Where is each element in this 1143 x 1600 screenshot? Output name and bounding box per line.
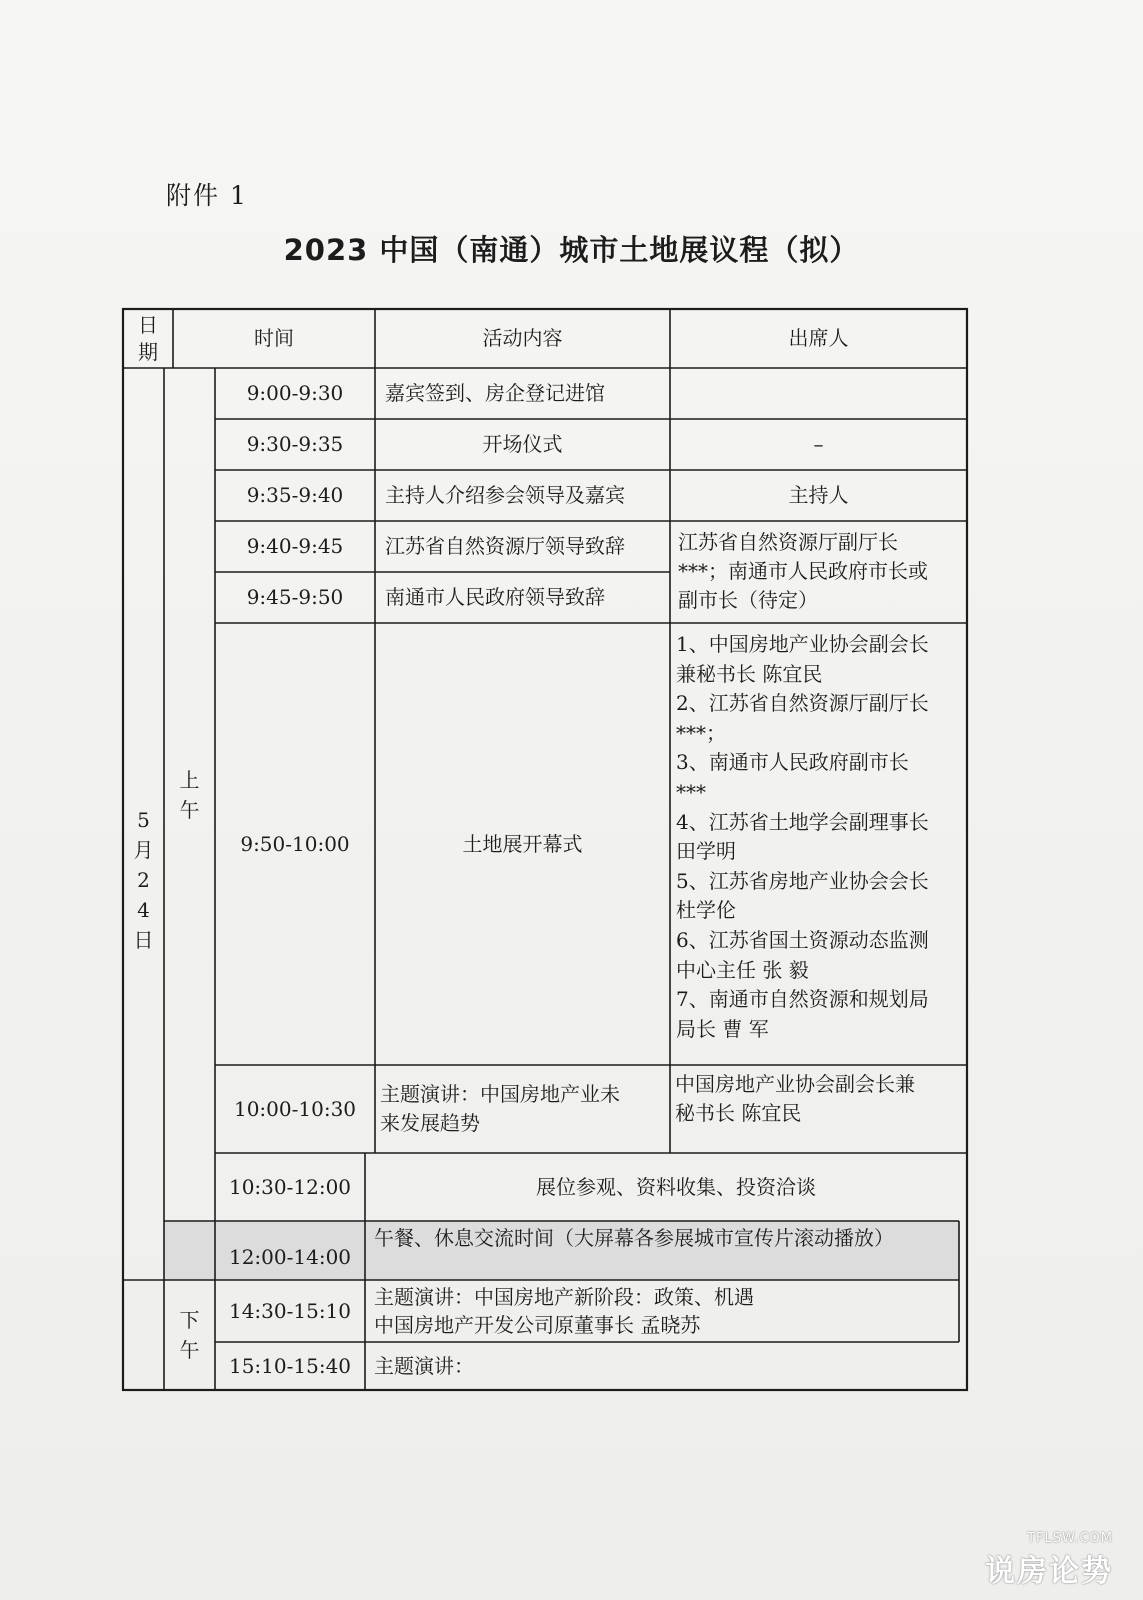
content-line: 主题演讲：中国房地产业未 xyxy=(380,1082,620,1106)
attendee-line: 7、南通市自然资源和规划局 xyxy=(676,987,929,1012)
table-row-content: 午餐、休息交流时间（大屏幕各参展城市宣传片滚动播放） xyxy=(374,1225,894,1250)
table-row-content: 主持人介绍参会领导及嘉宾 xyxy=(385,483,625,507)
pm-char: 午 xyxy=(179,1338,200,1362)
date-char: 2 xyxy=(137,868,150,892)
attendee-line: 2、江苏省自然资源厅副厅长 xyxy=(676,691,929,716)
table-row-time: 9:45-9:50 xyxy=(246,585,344,609)
date-char: 日 xyxy=(133,928,154,952)
table-row-time: 9:35-9:40 xyxy=(246,483,344,507)
date-cell xyxy=(123,800,164,960)
table-row-time: 9:40-9:45 xyxy=(246,534,344,558)
table-row-time: 10:00-10:30 xyxy=(233,1096,357,1121)
table-row-content: 土地展开幕式 xyxy=(462,831,583,856)
table-row-time: 14:30-15:10 xyxy=(228,1298,352,1323)
attendee-line: 5、江苏省房地产业协会会长 xyxy=(676,868,929,893)
table-row-attendee: 主持人 xyxy=(788,483,849,507)
am-label xyxy=(164,760,215,830)
table-row-content: 主题演讲： xyxy=(374,1353,474,1378)
table-row-content: 江苏省自然资源厅领导致辞 xyxy=(385,534,625,558)
date-char: 5 xyxy=(137,808,150,832)
attendee-line: ***；南通市人民政府市长或 xyxy=(678,559,928,583)
attendee-line: 4、江苏省土地学会副理事长 xyxy=(676,809,929,834)
opening-attendees xyxy=(676,630,966,1060)
attendee-line: ***； xyxy=(676,720,726,745)
watermark xyxy=(985,1531,1113,1590)
attendee-line: 局长 曹 军 xyxy=(676,1016,769,1041)
table-row-time: 9:30-9:35 xyxy=(246,432,344,456)
table-row-content xyxy=(374,1280,959,1342)
table-row-content: 开场仪式 xyxy=(482,432,563,456)
am-char: 上 xyxy=(179,768,200,792)
attendee-line: *** xyxy=(676,779,706,804)
content-line: 中国房地产开发公司原董事长 孟晓苏 xyxy=(374,1313,701,1337)
watermark-name: 说房论势 xyxy=(985,1554,1113,1589)
attachment-label: 附件 1 xyxy=(166,181,248,210)
attendee-line: 江苏省自然资源厅副厅长 xyxy=(678,530,898,554)
header-content: 活动内容 xyxy=(482,326,563,350)
content-line: 来发展趋势 xyxy=(380,1111,480,1135)
attendee-line: 6、江苏省国土资源动态监测 xyxy=(676,927,929,952)
attendee-line: 中国房地产业协会副会长兼 xyxy=(675,1072,915,1096)
page-title: 2023 中国（南通）城市土地展议程（拟） xyxy=(283,233,860,267)
attendee-line: 兼秘书长 陈宜民 xyxy=(676,661,823,686)
header-date-char: 期 xyxy=(138,339,158,364)
table-row-content xyxy=(380,1065,670,1153)
attendee-line: 田学明 xyxy=(676,839,736,864)
am-char: 午 xyxy=(179,798,200,822)
table-row-attendee: – xyxy=(813,432,824,456)
attendee-line: 秘书长 陈宜民 xyxy=(675,1101,802,1125)
merged-attendee xyxy=(678,528,963,620)
table-row-attendee xyxy=(675,1070,965,1140)
table-row-time: 9:00-9:30 xyxy=(246,381,344,405)
header-time: 时间 xyxy=(254,326,294,350)
content-line: 主题演讲：中国房地产新阶段：政策、机遇 xyxy=(374,1285,754,1309)
attendee-line: 副市长（待定） xyxy=(678,588,818,612)
attendee-line: 杜学伦 xyxy=(676,898,736,923)
header-date xyxy=(123,309,173,368)
date-char: 4 xyxy=(137,898,150,922)
date-char: 月 xyxy=(133,838,154,862)
table-row-attendee xyxy=(670,368,967,419)
watermark-url: TFLSW.COM xyxy=(1027,1531,1113,1546)
table-row-content: 南通市人民政府领导致辞 xyxy=(385,585,605,609)
table-row-time: 9:50-10:00 xyxy=(240,831,350,856)
attendee-line: 中心主任 张 毅 xyxy=(676,957,809,982)
attendee-line: 1、中国房地产业协会副会长 xyxy=(676,632,929,656)
pm-char: 下 xyxy=(179,1308,200,1332)
table-row-content: 嘉宾签到、房企登记进馆 xyxy=(385,381,605,405)
table-row-content: 展位参观、资料收集、投资洽谈 xyxy=(536,1174,816,1199)
table-row-time: 15:10-15:40 xyxy=(228,1353,352,1378)
header-attendee: 出席人 xyxy=(788,326,849,350)
header-date-char: 日 xyxy=(138,312,158,337)
pm-label xyxy=(164,1300,215,1370)
table-row-time: 10:30-12:00 xyxy=(228,1174,352,1199)
table-row-time: 12:00-14:00 xyxy=(228,1245,352,1269)
attendee-line: 3、南通市人民政府副市长 xyxy=(676,750,909,775)
